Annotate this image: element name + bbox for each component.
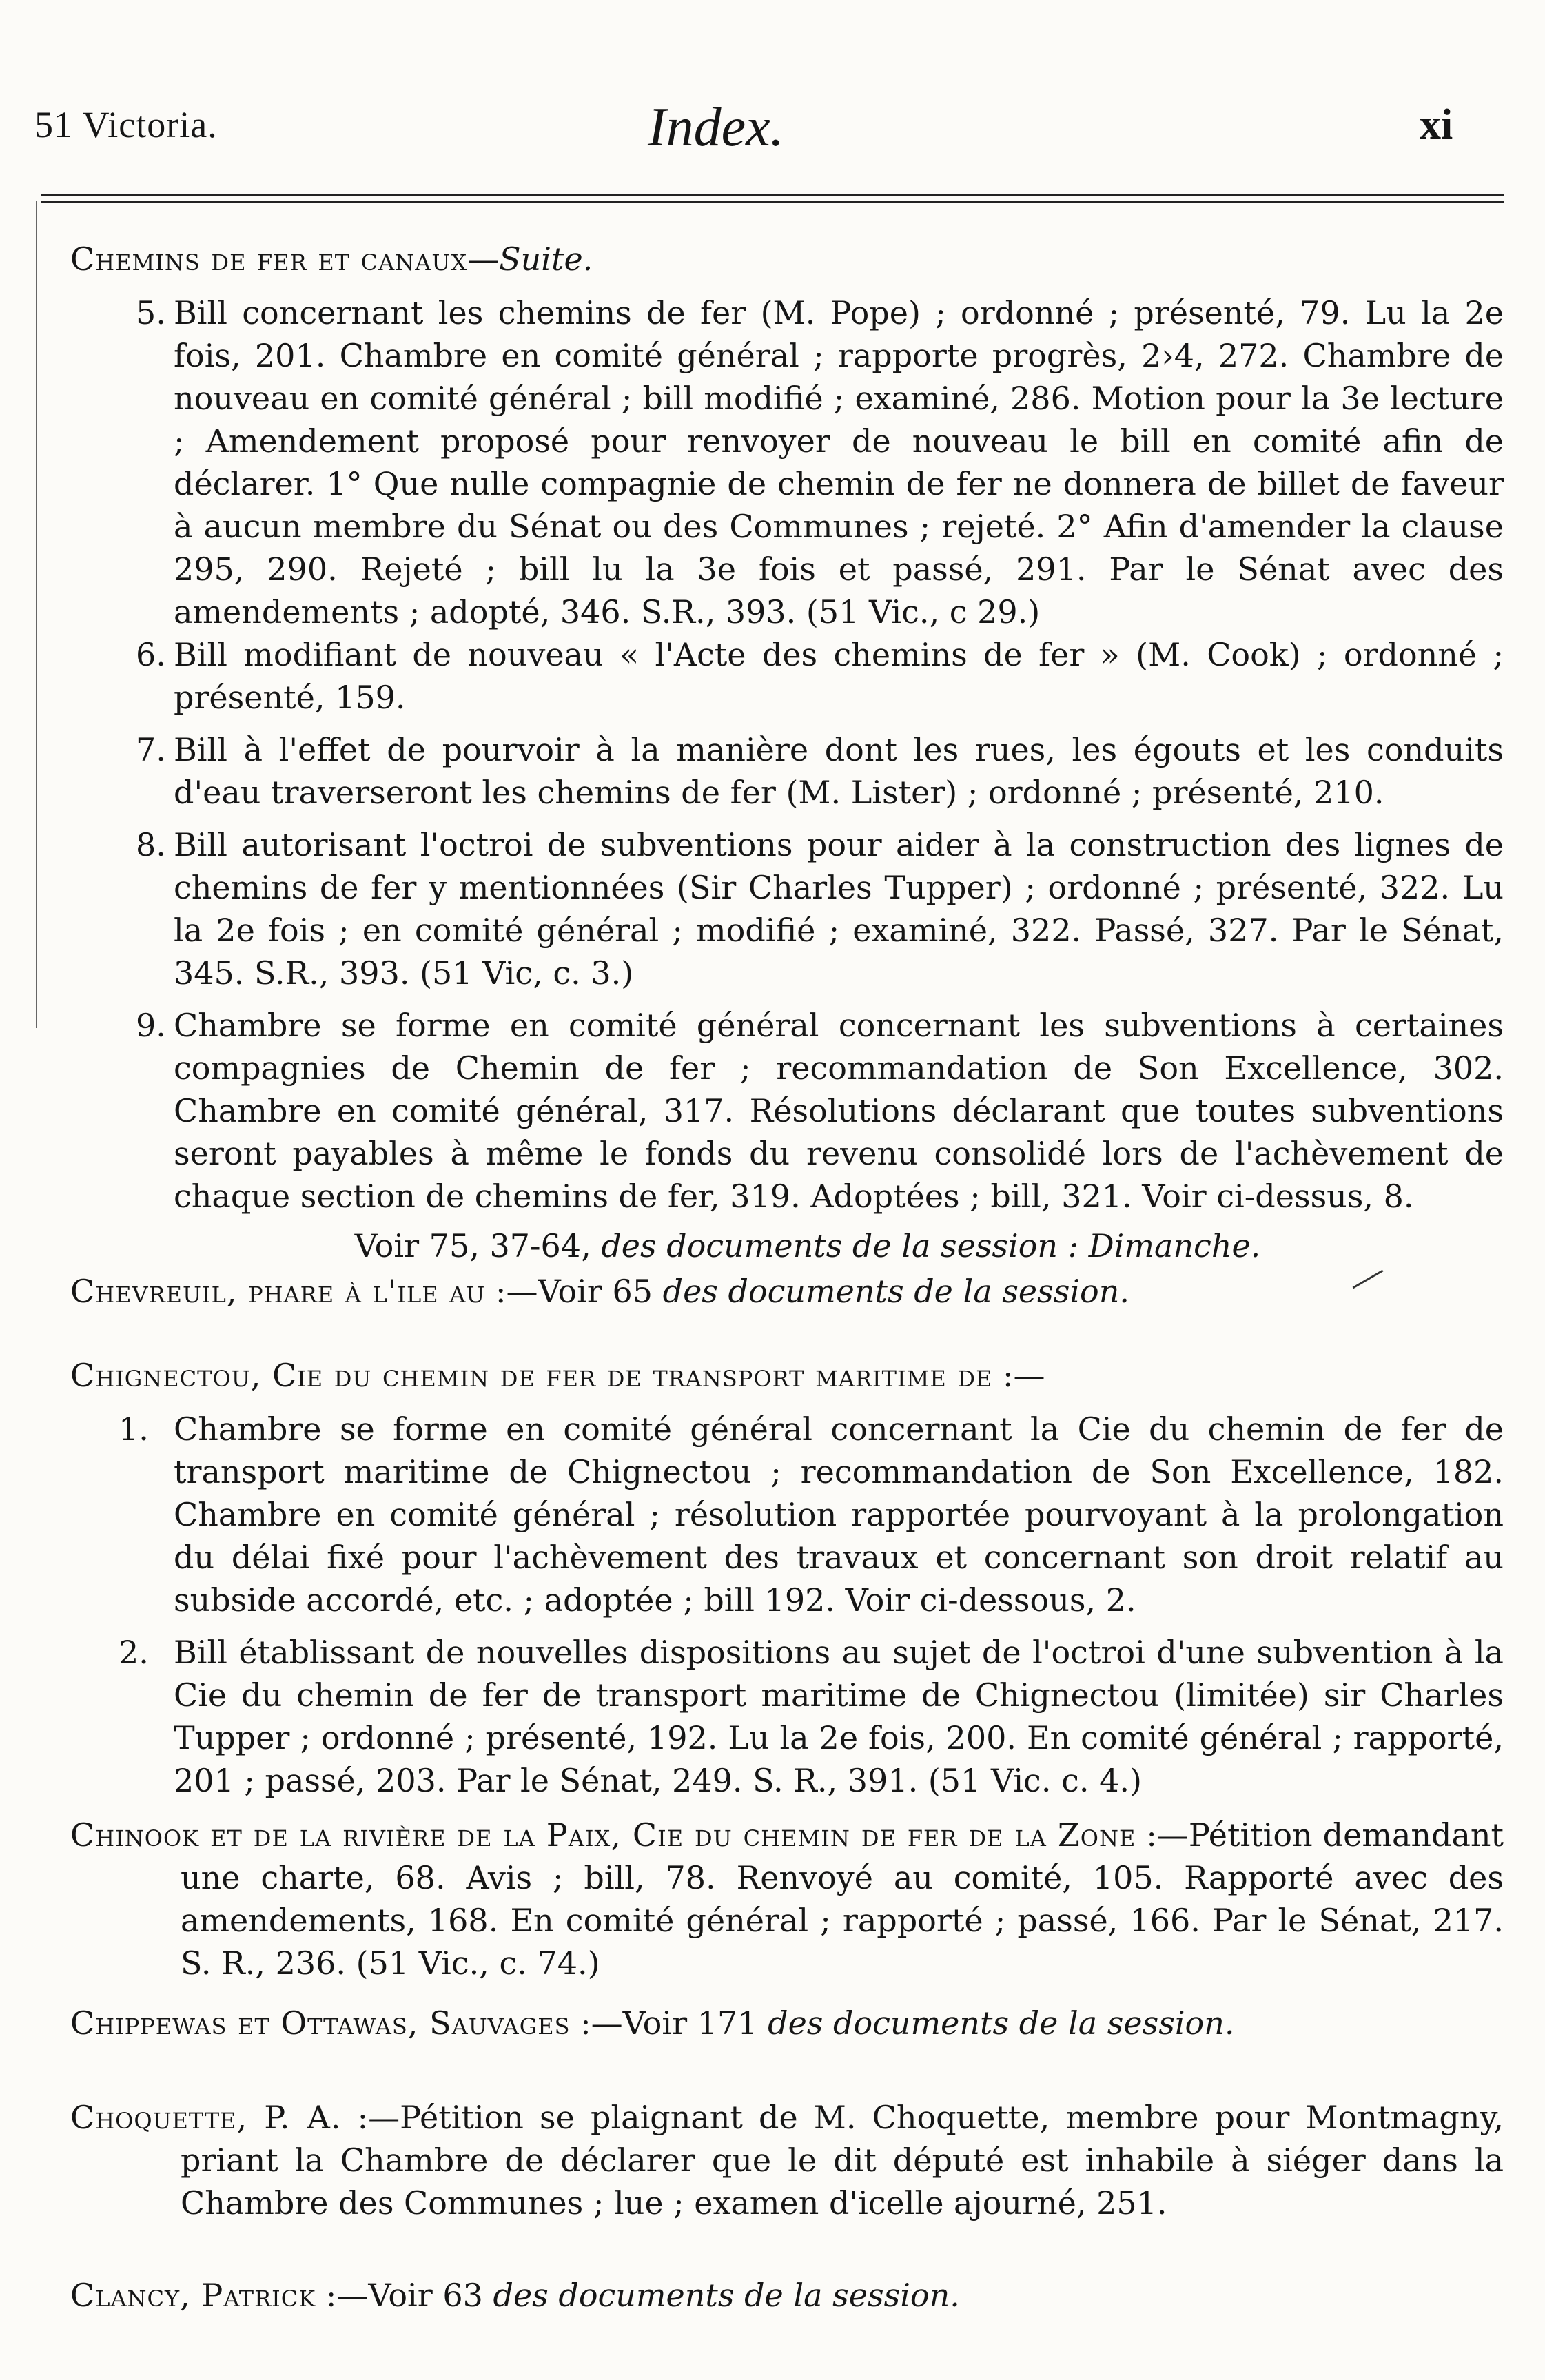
- entry-text: [70, 1270, 1504, 1313]
- item-text: Chambre se forme en comité général concernant les subventions à certaines compagnies de Chemin de fer ; recommandation de Son Excellence, 302. Chambre en comité général, 317. Résolutions déclarant que toutes subventions seront payables à même le fonds du revenu consolidé lors de l'achèvement de chaque section de chemins de fer, 319. Adoptées ; bill, 321. Voir ci-dessus, 8.: [174, 1007, 1504, 1215]
- entry-text: [70, 2096, 1504, 2224]
- see-also-italic: des documents de la session : Dimanche.: [601, 1227, 1261, 1264]
- entry-heading-name: Chinook et de la rivière de la Paix, Cie du chemin de fer de la Zone: [70, 1816, 1136, 1854]
- item-number: 5.: [136, 294, 166, 331]
- list-item: [70, 1631, 1504, 1802]
- item-text: Bill autorisant l'octroi de subventions pour aider à la construction des lignes de chemins de fer y mentionnées (Sir Charles Tupper) ; ordonné ; présenté, 322. Lu la 2e fois ; en comité général ; modifié ; examiné, 322. Passé, 327. Par le Sénat, 345. S.R., 393. (51 Vic, c. 3.): [174, 826, 1504, 992]
- entry-body: :—Pétition demandant une charte, 68. Avis ; bill, 78. Renvoyé au comité, 105. Rapporté avec des amendements, 168. En comité général ; rapporté ; passé, 166. Par le Sénat, 217. S. R., 236. (51 Vic., c. 74.): [181, 1816, 1504, 1982]
- list-item: [70, 1004, 1504, 1218]
- page-title: Index.: [648, 97, 784, 158]
- entry-heading-name: Chevreuil, phare à l'ile au: [70, 1273, 486, 1310]
- entry-italic: des documents de la session.: [493, 2277, 960, 2314]
- page-number: xi: [1420, 101, 1453, 148]
- see-also-line: [70, 1224, 1504, 1267]
- entry-text: [70, 2002, 1504, 2044]
- entry-chemins: [70, 238, 1504, 1267]
- item-text: Bill concernant les chemins de fer (M. Pope) ; ordonné ; présenté, 79. Lu la 2e fois, 201. Chambre en comité général ; rapporte progrès, 2›4, 272. Chambre de nouveau en comité général ; bill modifié ; examiné, 286. Motion pour la 3e lecture ; Amendement proposé pour renvoyer de nouveau le bill en comité afin de déclarer. 1° Que nulle compagnie de chemin de fer ne donnera de billet de faveur à aucun membre du Sénat ou des Communes ; rejeté. 2° Afin d'amender la clause 295, 290. Rejeté ; bill lu la 3e fois et passé, 291. Par le Sénat avec des amendements ; adopté, 346. S.R., 393. (51 Vic., c 29.): [174, 294, 1504, 630]
- entry-heading-name: Chippewas et Ottawas, Sauvages: [70, 2004, 571, 2042]
- entry-heading-name: Choquette, P. A.: [70, 2099, 342, 2136]
- list-item: [70, 1408, 1504, 1621]
- entry-italic: des documents de la session.: [768, 2004, 1235, 2042]
- item-text: Bill à l'effet de pourvoir à la manière dont les rues, les égouts et les conduits d'eau traverseront les chemins de fer (M. Lister) ; ordonné ; présenté, 210.: [174, 731, 1504, 811]
- item-text: Chambre se forme en comité général concernant la Cie du chemin de fer de transport maritime de Chignectou ; recommandation de Son Excellence, 182. Chambre en comité général ; résolution rapportée pourvoyant à la prolongation du délai fixé pour l'achèvement des travaux et concernant son droit relatif au subside accordé, etc. ; adoptée ; bill 192. Voir ci-dessous, 2.: [174, 1410, 1504, 1619]
- item-number: 2.: [119, 1634, 149, 1671]
- entry-chippewas: [70, 2002, 1504, 2044]
- item-number: 1.: [119, 1410, 149, 1448]
- entry-clancy: [70, 2274, 1504, 2317]
- entry-body: :—Pétition se plaignant de M. Choquette, membre pour Montmagny, priant la Chambre de déclarer que le dit député est inhabile à siéger dans la Chambre des Communes ; lue ; examen d'icelle ajourné, 251.: [181, 2099, 1504, 2222]
- entry-body: :—Voir 65: [485, 1273, 663, 1310]
- list-item: [70, 728, 1504, 814]
- list-item: [70, 633, 1504, 719]
- header-rule-top: [41, 194, 1504, 196]
- entry-heading-name: Clancy, Patrick: [70, 2277, 316, 2314]
- header-rule-bottom: [41, 201, 1504, 203]
- item-number: 9.: [136, 1007, 166, 1044]
- entry-chinook: [70, 1814, 1504, 1984]
- entry-body: :—Voir 63: [316, 2277, 493, 2314]
- margin-line: [36, 201, 37, 1028]
- list-item: [70, 291, 1504, 633]
- entry-chevreuil: [70, 1270, 1504, 1313]
- entry-heading-suffix: :—: [992, 1357, 1045, 1394]
- running-header-left: 51 Victoria.: [34, 104, 218, 145]
- entry-text: [70, 2274, 1504, 2317]
- entry-heading-name: Chignectou, Cie du chemin de fer de transport maritime de: [70, 1357, 993, 1394]
- item-number: 6.: [136, 636, 166, 673]
- item-text: Bill modifiant de nouveau « l'Acte des chemins de fer » (M. Cook) ; ordonné ; présenté, 159.: [174, 636, 1504, 716]
- entry-chignectou: [70, 1354, 1504, 1802]
- item-number: 8.: [136, 826, 166, 863]
- entry-body: :—Voir 171: [570, 2004, 768, 2042]
- entry-heading: [70, 238, 1504, 280]
- entry-choquette: [70, 2096, 1504, 2224]
- entry-heading-suffix: —Suite.: [467, 240, 593, 278]
- item-text: Bill établissant de nouvelles dispositions au sujet de l'octroi d'une subvention à la Cie du chemin de fer de transport maritime de Chignectou (limitée) sir Charles Tupper ; ordonné ; présenté, 192. Lu la 2e fois, 200. En comité général ; rapporté, 201 ; passé, 203. Par le Sénat, 249. S. R., 391. (51 Vic. c. 4.): [174, 1634, 1504, 1799]
- entry-text: [70, 1814, 1504, 1984]
- entry-italic: des documents de la session.: [662, 1273, 1129, 1310]
- item-number: 7.: [136, 731, 166, 768]
- list-item: [70, 823, 1504, 994]
- see-also-ref: Voir 75, 37-64,: [354, 1227, 602, 1264]
- entry-heading-name: Chemins de fer et canaux: [70, 240, 468, 278]
- entry-heading: [70, 1354, 1504, 1397]
